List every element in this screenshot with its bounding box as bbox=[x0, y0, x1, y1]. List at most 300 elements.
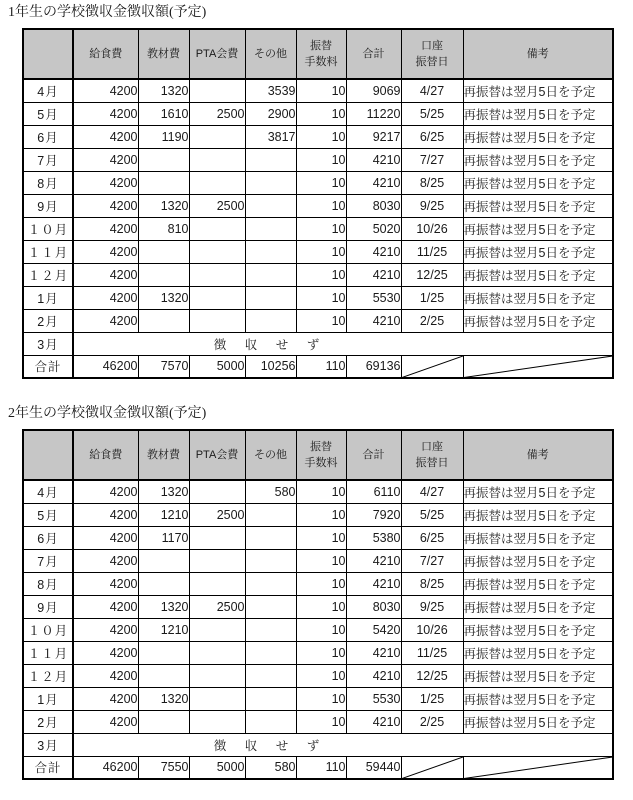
lunch-fee-cell: 4200 bbox=[73, 240, 138, 263]
transfer-date-cell: 11/25 bbox=[401, 240, 463, 263]
column-header bbox=[401, 430, 463, 480]
remarks-cell: 再振替は翌月5日を予定 bbox=[463, 217, 613, 240]
total-cell: 4210 bbox=[346, 710, 401, 733]
total-cell: 6110 bbox=[346, 480, 401, 503]
column-header-line: 振替日 bbox=[415, 457, 449, 469]
transfer-fee-cell: 10 bbox=[296, 171, 346, 194]
transfer-date-cell: 6/25 bbox=[401, 125, 463, 148]
total-cell: 4210 bbox=[346, 664, 401, 687]
materials-fee-cell bbox=[138, 171, 189, 194]
column-header bbox=[138, 29, 189, 79]
month-row bbox=[23, 240, 613, 263]
diagonal-line bbox=[464, 356, 613, 378]
month-row bbox=[23, 125, 613, 148]
other-fee-cell: 2900 bbox=[245, 102, 296, 125]
remarks-cell: 再振替は翌月5日を予定 bbox=[463, 572, 613, 595]
month-row bbox=[23, 102, 613, 125]
month-row bbox=[23, 503, 613, 526]
month-cell: 1月 bbox=[23, 286, 73, 309]
column-header bbox=[138, 430, 189, 480]
column-header-line: 教材費 bbox=[147, 449, 180, 461]
other-fee-total: 10256 bbox=[245, 355, 296, 378]
materials-fee-total: 7570 bbox=[138, 355, 189, 378]
materials-fee-cell: 1190 bbox=[138, 125, 189, 148]
lunch-fee-cell: 4200 bbox=[73, 526, 138, 549]
lunch-fee-cell: 4200 bbox=[73, 618, 138, 641]
march-row bbox=[23, 332, 613, 355]
column-header-line: 振替日 bbox=[415, 56, 449, 68]
no-collection-cell: 徴 収 せ ず bbox=[73, 733, 613, 756]
remarks-cell: 再振替は翌月5日を予定 bbox=[463, 710, 613, 733]
month-row bbox=[23, 309, 613, 332]
lunch-fee-cell: 4200 bbox=[73, 664, 138, 687]
pta-fee-cell: 2500 bbox=[189, 503, 245, 526]
remarks-cell: 再振替は翌月5日を予定 bbox=[463, 480, 613, 503]
transfer-date-cell: 1/25 bbox=[401, 687, 463, 710]
other-fee-cell bbox=[245, 549, 296, 572]
other-fee-cell bbox=[245, 526, 296, 549]
transfer-date-cell: 10/26 bbox=[401, 618, 463, 641]
transfer-date-cell: 9/25 bbox=[401, 595, 463, 618]
lunch-fee-cell: 4200 bbox=[73, 480, 138, 503]
column-header bbox=[73, 29, 138, 79]
transfer-fee-cell: 10 bbox=[296, 286, 346, 309]
total-row bbox=[23, 355, 613, 378]
total-row bbox=[23, 756, 613, 779]
column-header bbox=[73, 430, 138, 480]
other-fee-cell bbox=[245, 263, 296, 286]
lunch-fee-total: 46200 bbox=[73, 355, 138, 378]
no-collection-cell: 徴 収 せ ず bbox=[73, 332, 613, 355]
month-row bbox=[23, 549, 613, 572]
month-cell: １０月 bbox=[23, 618, 73, 641]
transfer-fee-cell: 10 bbox=[296, 79, 346, 102]
pta-fee-cell bbox=[189, 572, 245, 595]
transfer-date-cell: 7/27 bbox=[401, 148, 463, 171]
lunch-fee-cell: 4200 bbox=[73, 79, 138, 102]
pta-fee-cell bbox=[189, 286, 245, 309]
remarks-cell: 再振替は翌月5日を予定 bbox=[463, 641, 613, 664]
month-row bbox=[23, 263, 613, 286]
march-row bbox=[23, 733, 613, 756]
remarks-cell: 再振替は翌月5日を予定 bbox=[463, 263, 613, 286]
total-cell: 4210 bbox=[346, 549, 401, 572]
lunch-fee-cell: 4200 bbox=[73, 549, 138, 572]
remarks-cell: 再振替は翌月5日を予定 bbox=[463, 687, 613, 710]
month-cell: 6月 bbox=[23, 125, 73, 148]
materials-fee-cell bbox=[138, 641, 189, 664]
column-header bbox=[245, 430, 296, 480]
other-fee-cell bbox=[245, 687, 296, 710]
month-row bbox=[23, 572, 613, 595]
materials-fee-cell bbox=[138, 263, 189, 286]
transfer-fee-cell: 10 bbox=[296, 595, 346, 618]
column-header-line: 口座 bbox=[421, 40, 443, 52]
pta-fee-cell: 2500 bbox=[189, 102, 245, 125]
transfer-fee-cell: 10 bbox=[296, 687, 346, 710]
diagonal-line bbox=[402, 757, 463, 779]
month-cell: 5月 bbox=[23, 102, 73, 125]
table-body bbox=[23, 480, 613, 779]
pta-fee-total: 5000 bbox=[189, 756, 245, 779]
materials-fee-total: 7550 bbox=[138, 756, 189, 779]
pta-fee-cell bbox=[189, 526, 245, 549]
month-cell: 1月 bbox=[23, 687, 73, 710]
transfer-fee-cell: 10 bbox=[296, 526, 346, 549]
other-fee-cell: 3539 bbox=[245, 79, 296, 102]
remarks-cell: 再振替は翌月5日を予定 bbox=[463, 618, 613, 641]
total-cell: 9069 bbox=[346, 79, 401, 102]
other-fee-cell bbox=[245, 664, 296, 687]
diagonal-blank-cell bbox=[401, 756, 463, 779]
header-row bbox=[23, 29, 613, 79]
lunch-fee-total: 46200 bbox=[73, 756, 138, 779]
materials-fee-cell: 1320 bbox=[138, 194, 189, 217]
table-body bbox=[23, 79, 613, 378]
materials-fee-cell bbox=[138, 309, 189, 332]
column-header bbox=[23, 29, 73, 79]
grand-total: 59440 bbox=[346, 756, 401, 779]
lunch-fee-cell: 4200 bbox=[73, 687, 138, 710]
pta-fee-cell bbox=[189, 309, 245, 332]
month-cell: １０月 bbox=[23, 217, 73, 240]
pta-fee-cell bbox=[189, 148, 245, 171]
transfer-date-cell: 12/25 bbox=[401, 664, 463, 687]
table-header bbox=[23, 29, 613, 79]
transfer-fee-cell: 10 bbox=[296, 618, 346, 641]
remarks-cell: 再振替は翌月5日を予定 bbox=[463, 79, 613, 102]
other-fee-cell bbox=[245, 572, 296, 595]
total-cell: 11220 bbox=[346, 102, 401, 125]
other-fee-cell bbox=[245, 641, 296, 664]
month-cell: 8月 bbox=[23, 171, 73, 194]
pta-fee-cell bbox=[189, 549, 245, 572]
column-header bbox=[346, 430, 401, 480]
transfer-fee-cell: 10 bbox=[296, 263, 346, 286]
transfer-date-cell: 5/25 bbox=[401, 503, 463, 526]
month-row bbox=[23, 687, 613, 710]
pta-fee-cell bbox=[189, 687, 245, 710]
column-header bbox=[346, 29, 401, 79]
pta-fee-cell bbox=[189, 664, 245, 687]
remarks-cell: 再振替は翌月5日を予定 bbox=[463, 240, 613, 263]
month-row bbox=[23, 641, 613, 664]
transfer-fee-total: 110 bbox=[296, 756, 346, 779]
month-row bbox=[23, 148, 613, 171]
pta-fee-cell bbox=[189, 710, 245, 733]
diagonal-line bbox=[464, 757, 613, 779]
pta-fee-cell bbox=[189, 263, 245, 286]
transfer-fee-cell: 10 bbox=[296, 125, 346, 148]
month-row bbox=[23, 79, 613, 102]
month-cell: 9月 bbox=[23, 194, 73, 217]
remarks-cell: 再振替は翌月5日を予定 bbox=[463, 309, 613, 332]
column-header-line: PTA会費 bbox=[195, 48, 239, 60]
total-label-cell: 合計 bbox=[23, 355, 73, 378]
transfer-date-cell: 9/25 bbox=[401, 194, 463, 217]
pta-fee-cell bbox=[189, 171, 245, 194]
total-cell: 4210 bbox=[346, 309, 401, 332]
column-header-line: 給食費 bbox=[89, 48, 123, 60]
pta-fee-total: 5000 bbox=[189, 355, 245, 378]
column-header bbox=[189, 430, 245, 480]
lunch-fee-cell: 4200 bbox=[73, 595, 138, 618]
transfer-fee-cell: 10 bbox=[296, 309, 346, 332]
materials-fee-cell bbox=[138, 664, 189, 687]
month-cell: １１月 bbox=[23, 240, 73, 263]
remarks-cell: 再振替は翌月5日を予定 bbox=[463, 125, 613, 148]
other-fee-cell bbox=[245, 171, 296, 194]
other-fee-cell bbox=[245, 309, 296, 332]
materials-fee-cell: 1610 bbox=[138, 102, 189, 125]
column-header-line: PTA会費 bbox=[195, 449, 239, 461]
remarks-cell: 再振替は翌月5日を予定 bbox=[463, 526, 613, 549]
column-header-line: 合計 bbox=[362, 48, 385, 60]
total-cell: 4210 bbox=[346, 148, 401, 171]
other-fee-cell: 3817 bbox=[245, 125, 296, 148]
column-header-line: 手数料 bbox=[304, 457, 338, 469]
transfer-fee-cell: 10 bbox=[296, 549, 346, 572]
transfer-fee-cell: 10 bbox=[296, 148, 346, 171]
materials-fee-cell bbox=[138, 710, 189, 733]
lunch-fee-cell: 4200 bbox=[73, 309, 138, 332]
year1-fee-table bbox=[22, 28, 614, 379]
column-header-line: 備考 bbox=[526, 449, 549, 461]
pta-fee-cell bbox=[189, 125, 245, 148]
year2-fee-table bbox=[22, 429, 614, 780]
other-fee-cell: 580 bbox=[245, 480, 296, 503]
remarks-cell: 再振替は翌月5日を予定 bbox=[463, 171, 613, 194]
other-fee-cell bbox=[245, 286, 296, 309]
lunch-fee-cell: 4200 bbox=[73, 125, 138, 148]
transfer-date-cell: 1/25 bbox=[401, 286, 463, 309]
total-cell: 4210 bbox=[346, 572, 401, 595]
month-row bbox=[23, 526, 613, 549]
column-header-line: 教材費 bbox=[147, 48, 180, 60]
month-cell: 3月 bbox=[23, 733, 73, 756]
transfer-fee-cell: 10 bbox=[296, 641, 346, 664]
column-header bbox=[401, 29, 463, 79]
column-header-line: 給食費 bbox=[89, 449, 123, 461]
lunch-fee-cell: 4200 bbox=[73, 171, 138, 194]
total-cell: 8030 bbox=[346, 595, 401, 618]
transfer-date-cell: 7/27 bbox=[401, 549, 463, 572]
other-fee-cell bbox=[245, 217, 296, 240]
total-cell: 9217 bbox=[346, 125, 401, 148]
total-cell: 8030 bbox=[346, 194, 401, 217]
column-header-line: 口座 bbox=[421, 441, 443, 453]
month-row bbox=[23, 595, 613, 618]
month-cell: 2月 bbox=[23, 309, 73, 332]
column-header bbox=[296, 430, 346, 480]
lunch-fee-cell: 4200 bbox=[73, 217, 138, 240]
column-header bbox=[463, 29, 613, 79]
diagonal-line bbox=[402, 356, 463, 378]
remarks-cell: 再振替は翌月5日を予定 bbox=[463, 664, 613, 687]
materials-fee-cell bbox=[138, 572, 189, 595]
total-cell: 4210 bbox=[346, 641, 401, 664]
year2-section bbox=[0, 406, 633, 780]
lunch-fee-cell: 4200 bbox=[73, 194, 138, 217]
month-row bbox=[23, 710, 613, 733]
total-cell: 5380 bbox=[346, 526, 401, 549]
remarks-cell: 再振替は翌月5日を予定 bbox=[463, 549, 613, 572]
transfer-date-cell: 5/25 bbox=[401, 102, 463, 125]
total-cell: 4210 bbox=[346, 171, 401, 194]
other-fee-cell bbox=[245, 503, 296, 526]
transfer-date-cell: 8/25 bbox=[401, 572, 463, 595]
month-cell: 3月 bbox=[23, 332, 73, 355]
materials-fee-cell bbox=[138, 549, 189, 572]
year2-table-title: 2年生の学校徴収金徴収額(予定) bbox=[8, 406, 207, 421]
total-cell: 5530 bbox=[346, 687, 401, 710]
column-header bbox=[245, 29, 296, 79]
lunch-fee-cell: 4200 bbox=[73, 503, 138, 526]
header-row bbox=[23, 430, 613, 480]
pta-fee-cell bbox=[189, 618, 245, 641]
column-header bbox=[23, 430, 73, 480]
other-fee-cell bbox=[245, 240, 296, 263]
column-header-line: その他 bbox=[254, 449, 287, 461]
pta-fee-cell bbox=[189, 79, 245, 102]
year1-table-title: 1年生の学校徴収金徴収額(予定) bbox=[8, 5, 207, 20]
month-row bbox=[23, 286, 613, 309]
lunch-fee-cell: 4200 bbox=[73, 102, 138, 125]
total-cell: 7920 bbox=[346, 503, 401, 526]
other-fee-cell bbox=[245, 194, 296, 217]
year1-section bbox=[0, 5, 633, 379]
pta-fee-cell bbox=[189, 641, 245, 664]
transfer-date-cell: 4/27 bbox=[401, 480, 463, 503]
lunch-fee-cell: 4200 bbox=[73, 572, 138, 595]
materials-fee-cell: 1320 bbox=[138, 595, 189, 618]
lunch-fee-cell: 4200 bbox=[73, 286, 138, 309]
month-cell: １２月 bbox=[23, 263, 73, 286]
pta-fee-cell bbox=[189, 217, 245, 240]
total-cell: 5530 bbox=[346, 286, 401, 309]
lunch-fee-cell: 4200 bbox=[73, 263, 138, 286]
materials-fee-cell: 1210 bbox=[138, 503, 189, 526]
lunch-fee-cell: 4200 bbox=[73, 641, 138, 664]
remarks-cell: 再振替は翌月5日を予定 bbox=[463, 194, 613, 217]
month-cell: 2月 bbox=[23, 710, 73, 733]
column-header-line: 振替 bbox=[310, 40, 332, 52]
pta-fee-cell bbox=[189, 240, 245, 263]
other-fee-cell bbox=[245, 595, 296, 618]
month-cell: 7月 bbox=[23, 549, 73, 572]
month-cell: １１月 bbox=[23, 641, 73, 664]
month-row bbox=[23, 618, 613, 641]
diagonal-blank-cell bbox=[463, 756, 613, 779]
month-cell: 4月 bbox=[23, 480, 73, 503]
transfer-fee-cell: 10 bbox=[296, 240, 346, 263]
month-cell: 8月 bbox=[23, 572, 73, 595]
lunch-fee-cell: 4200 bbox=[73, 710, 138, 733]
month-row bbox=[23, 171, 613, 194]
table-header bbox=[23, 430, 613, 480]
month-cell: 7月 bbox=[23, 148, 73, 171]
transfer-fee-cell: 10 bbox=[296, 503, 346, 526]
column-header-line: その他 bbox=[254, 48, 287, 60]
other-fee-cell bbox=[245, 148, 296, 171]
total-cell: 4210 bbox=[346, 263, 401, 286]
column-header-line: 振替 bbox=[310, 441, 332, 453]
month-cell: 6月 bbox=[23, 526, 73, 549]
total-cell: 4210 bbox=[346, 240, 401, 263]
column-header bbox=[189, 29, 245, 79]
month-cell: 5月 bbox=[23, 503, 73, 526]
other-fee-total: 580 bbox=[245, 756, 296, 779]
remarks-cell: 再振替は翌月5日を予定 bbox=[463, 503, 613, 526]
materials-fee-cell: 1320 bbox=[138, 286, 189, 309]
materials-fee-cell bbox=[138, 240, 189, 263]
transfer-fee-cell: 10 bbox=[296, 664, 346, 687]
materials-fee-cell bbox=[138, 148, 189, 171]
month-cell: 9月 bbox=[23, 595, 73, 618]
month-row bbox=[23, 480, 613, 503]
transfer-fee-cell: 10 bbox=[296, 480, 346, 503]
total-label-cell: 合計 bbox=[23, 756, 73, 779]
grand-total: 69136 bbox=[346, 355, 401, 378]
remarks-cell: 再振替は翌月5日を予定 bbox=[463, 286, 613, 309]
transfer-date-cell: 11/25 bbox=[401, 641, 463, 664]
other-fee-cell bbox=[245, 710, 296, 733]
lunch-fee-cell: 4200 bbox=[73, 148, 138, 171]
column-header-line: 合計 bbox=[362, 449, 385, 461]
transfer-date-cell: 8/25 bbox=[401, 171, 463, 194]
transfer-date-cell: 2/25 bbox=[401, 309, 463, 332]
materials-fee-cell: 1170 bbox=[138, 526, 189, 549]
column-header bbox=[296, 29, 346, 79]
diagonal-blank-cell bbox=[401, 355, 463, 378]
transfer-fee-cell: 10 bbox=[296, 217, 346, 240]
remarks-cell: 再振替は翌月5日を予定 bbox=[463, 102, 613, 125]
pta-fee-cell: 2500 bbox=[189, 595, 245, 618]
remarks-cell: 再振替は翌月5日を予定 bbox=[463, 595, 613, 618]
month-cell: 4月 bbox=[23, 79, 73, 102]
transfer-date-cell: 2/25 bbox=[401, 710, 463, 733]
month-row bbox=[23, 194, 613, 217]
transfer-fee-cell: 10 bbox=[296, 710, 346, 733]
transfer-fee-total: 110 bbox=[296, 355, 346, 378]
transfer-date-cell: 4/27 bbox=[401, 79, 463, 102]
month-cell: １２月 bbox=[23, 664, 73, 687]
materials-fee-cell: 1210 bbox=[138, 618, 189, 641]
transfer-fee-cell: 10 bbox=[296, 194, 346, 217]
month-row bbox=[23, 217, 613, 240]
column-header-line: 手数料 bbox=[304, 56, 338, 68]
materials-fee-cell: 810 bbox=[138, 217, 189, 240]
pta-fee-cell bbox=[189, 480, 245, 503]
transfer-fee-cell: 10 bbox=[296, 572, 346, 595]
column-header-line: 備考 bbox=[526, 48, 549, 60]
transfer-date-cell: 12/25 bbox=[401, 263, 463, 286]
total-cell: 5020 bbox=[346, 217, 401, 240]
other-fee-cell bbox=[245, 618, 296, 641]
month-row bbox=[23, 664, 613, 687]
transfer-date-cell: 6/25 bbox=[401, 526, 463, 549]
remarks-cell: 再振替は翌月5日を予定 bbox=[463, 148, 613, 171]
transfer-date-cell: 10/26 bbox=[401, 217, 463, 240]
total-cell: 5420 bbox=[346, 618, 401, 641]
column-header bbox=[463, 430, 613, 480]
pta-fee-cell: 2500 bbox=[189, 194, 245, 217]
materials-fee-cell: 1320 bbox=[138, 79, 189, 102]
diagonal-blank-cell bbox=[463, 355, 613, 378]
materials-fee-cell: 1320 bbox=[138, 480, 189, 503]
materials-fee-cell: 1320 bbox=[138, 687, 189, 710]
transfer-fee-cell: 10 bbox=[296, 102, 346, 125]
